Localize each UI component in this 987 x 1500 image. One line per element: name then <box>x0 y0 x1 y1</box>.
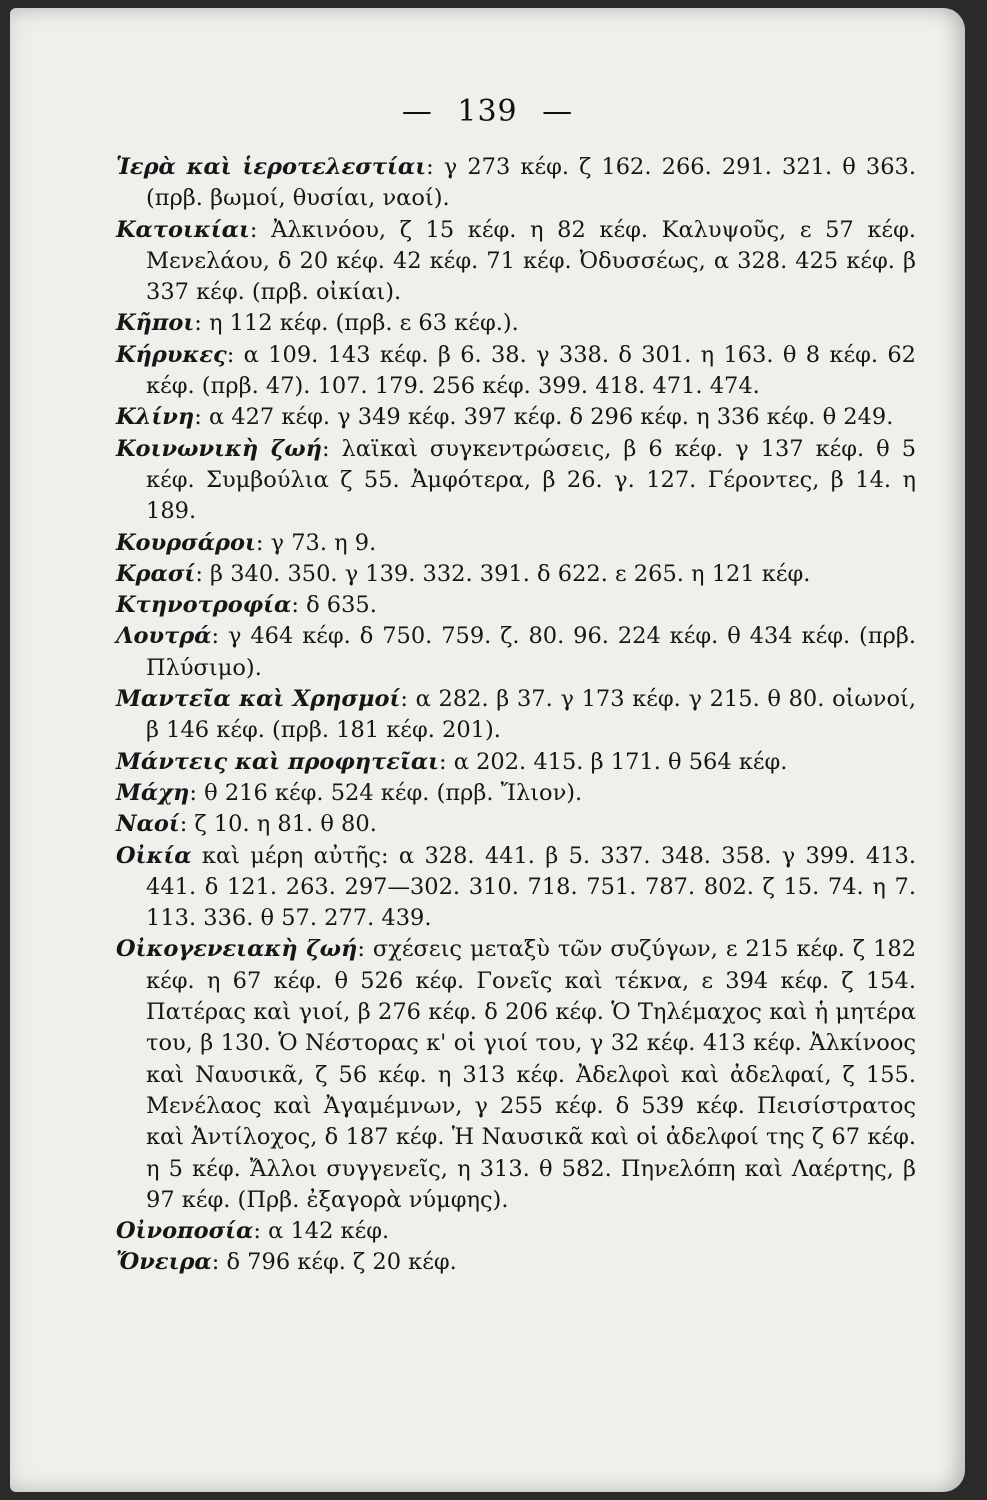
left-dash: — <box>401 94 433 129</box>
index-entries <box>116 152 916 1279</box>
entry-text: θ 216 κέφ. 524 κέφ. (πρβ. Ἴλιον). <box>204 779 583 806</box>
index-entry: Κοινωνικὴ ζωή: λαϊκαὶ συγκεντρώσεις, β 6 κέφ. γ 137 κέφ. θ 5 κέφ. Συμβούλια ζ 55. Ἀμφότερα, β 26. γ. 127. Γέροντες, β 14. η 189. <box>116 435 917 525</box>
entry-term: Μάντεις καὶ προφητεῖαι <box>116 748 440 775</box>
index-entry: Οἰνοποσία: α 142 κέφ. <box>116 1218 390 1245</box>
index-entry: Κρασί: β 340. 350. γ 139. 332. 391. δ 622. ε 265. η 121 κέφ. <box>116 560 811 587</box>
entry-text: γ 273 κέφ. ζ 162. 266. 291. 321. θ 363. (πρβ. βωμοί, θυσίαι, ναοί). <box>146 154 916 212</box>
entry-text: γ 464 κέφ. δ 750. 759. ζ. 80. 96. 224 κέφ. θ 434 κέφ. (πρβ. Πλύσιμο). <box>146 623 917 681</box>
entry-term: Κρασί <box>116 560 196 587</box>
index-entry: Κῆποι: η 112 κέφ. (πρβ. ε 63 κέφ.). <box>116 310 519 337</box>
index-entry: Κουρσάροι: γ 73. η 9. <box>116 529 377 556</box>
index-entry: Κλίνη: α 427 κέφ. γ 349 κέφ. 397 κέφ. δ 296 κέφ. η 336 κέφ. θ 249. <box>116 404 894 431</box>
entry-term: Οἰνοποσία <box>116 1218 254 1245</box>
entry-term: Κτηνοτροφία <box>116 592 292 619</box>
entry-term: Μαντεῖα καὶ Χρησμοί <box>116 686 401 713</box>
index-entry: Κατοικίαι: Ἀλκινόου, ζ 15 κέφ. η 82 κέφ. Καλυψοῦς, ε 57 κέφ. Μενελάου, δ 20 κέφ. 42 κέφ. 71 κέφ. Ὀδυσσέως, α 328. 425 κέφ. β 337 κέφ. (πρβ. οἰκίαι). <box>116 216 916 306</box>
entry-term: Ἱερὰ καὶ ἱεροτελεστίαι <box>116 154 427 180</box>
entry-term: Οἰκογενειακὴ ζωή <box>116 936 358 963</box>
index-entry: Ἱερὰ καὶ ἱεροτελεστίαι: γ 273 κέφ. ζ 162. 266. 291. 321. θ 363. (πρβ. βωμοί, θυσίαι, ναοί). <box>116 154 916 212</box>
entry-term: Κῆποι <box>116 310 195 337</box>
entry-text: Ἀλκινόου, ζ 15 κέφ. η 82 κέφ. Καλυψοῦς, ε 57 κέφ. Μενελάου, δ 20 κέφ. 42 κέφ. 71 κέφ. Ὀδυσσέως, α 328. 425 κέφ. β 337 κέφ. (πρβ. οἰκίαι). <box>146 216 916 306</box>
entry-text: α 142 κέφ. <box>268 1218 390 1245</box>
right-dash: — <box>542 94 574 129</box>
entry-term: Κλίνη <box>116 404 195 431</box>
index-entry: Ναοί: ζ 10. η 81. θ 80. <box>116 811 377 838</box>
entry-text: η 112 κέφ. (πρβ. ε 63 κέφ.). <box>209 310 519 337</box>
entry-text: α 282. β 37. γ 173 κέφ. γ 215. θ 80. οἰωνοί, β 146 κέφ. (πρβ. 181 κέφ. 201). <box>146 686 916 744</box>
page-number: 139 <box>457 94 518 129</box>
entry-text: λαϊκαὶ συγκεντρώσεις, β 6 κέφ. γ 137 κέφ. θ 5 κέφ. Συμβούλια ζ 55. Ἀμφότερα, β 26. γ. 127. Γέροντες, β 14. η 189. <box>146 435 917 525</box>
entry-text: α 109. 143 κέφ. β 6. 38. γ 338. δ 301. η 163. θ 8 κέφ. 62 κέφ. (πρβ. 47). 107. 179. 256 κέφ. 399. 418. 471. 474. <box>146 341 916 400</box>
page-number-header <box>10 94 965 129</box>
entry-term: Κήρυκες <box>116 341 227 368</box>
entry-term: Ναοί <box>116 811 180 838</box>
entry-text: καὶ μέρη αὐτῆς: α 328. 441. β 5. 337. 348. 358. γ 399. 413. 441. δ 121. 263. 297—302. 310. 718. 751. 787. 802. ζ 15. 74. η 7. 113. 336. θ 57. 277. 439. <box>146 842 916 932</box>
entry-text: ζ 10. η 81. θ 80. <box>194 811 377 838</box>
index-entry: Λουτρά: γ 464 κέφ. δ 750. 759. ζ. 80. 96. 224 κέφ. θ 434 κέφ. (πρβ. Πλύσιμο). <box>116 623 917 681</box>
entry-term: Κατοικίαι <box>116 216 250 243</box>
index-entry: Μάχη: θ 216 κέφ. 524 κέφ. (πρβ. Ἴλιον). <box>116 779 583 806</box>
entry-text: δ 635. <box>306 592 377 619</box>
index-entry: Μαντεῖα καὶ Χρησμοί: α 282. β 37. γ 173 κέφ. γ 215. θ 80. οἰωνοί, β 146 κέφ. (πρβ. 181 κέφ. 201). <box>116 686 916 744</box>
entry-term: Ὄνειρα <box>116 1249 212 1276</box>
entry-text: γ 73. η 9. <box>270 529 377 556</box>
entry-text: σχέσεις μεταξὺ τῶν συζύγων, ε 215 κέφ. ζ 182 κέφ. η 67 κέφ. θ 526 κέφ. Γονεῖς καὶ τέκνα, ε 394 κέφ. ζ 154. Πατέρας καὶ γιοί, β 276 κέφ. δ 206 κέφ. Ὁ Τηλέμαχος καὶ ἡ μητέρα του, β 130. Ὁ Νέστορας κ' οἱ γιοί του, γ 32 κέφ. 413 κέφ. Ἀλκίνοος καὶ Ναυσικᾶ, ζ 56 κέφ. η 313 κέφ. Ἀδελφοὶ καὶ ἀδελφαί, ζ 155. Μενέλαος καὶ Ἀγαμέμνων, γ 255 κέφ. δ 539 κέφ. Πεισίστρατος καὶ Ἀντίλοχος, δ 187 κέφ. Ἡ Ναυσικᾶ καὶ οἱ ἀδελφοί της ζ 67 κέφ. η 5 κέφ. Ἄλλοι συγγενεῖς, η 313. θ 582. Πηνελόπη καὶ Λαέρτης, β 97 κέφ. (Πρβ. ἐξαγορὰ νύμφης). <box>146 936 917 1213</box>
book-page <box>10 8 965 1492</box>
entry-term: Κοινωνικὴ ζωή <box>116 435 322 462</box>
entry-term: Κουρσάροι <box>116 529 256 556</box>
entry-term: Οἰκία <box>116 842 192 869</box>
index-entry: Κτηνοτροφία: δ 635. <box>116 592 377 619</box>
index-entry <box>116 841 916 935</box>
index-entry: Κήρυκες: α 109. 143 κέφ. β 6. 38. γ 338. δ 301. η 163. θ 8 κέφ. 62 κέφ. (πρβ. 47). 107. 179. 256 κέφ. 399. 418. 471. 474. <box>116 341 916 400</box>
entry-text: α 202. 415. β 171. θ 564 κέφ. <box>453 748 788 775</box>
entry-text: β 340. 350. γ 139. 332. 391. δ 622. ε 265. η 121 κέφ. <box>210 560 811 587</box>
entry-term: Μάχη <box>116 779 190 806</box>
entry-text: δ 796 κέφ. ζ 20 κέφ. <box>226 1249 457 1276</box>
entry-term: Λουτρά <box>116 623 212 650</box>
index-entry: Οἰκογενειακὴ ζωή: σχέσεις μεταξὺ τῶν συζύγων, ε 215 κέφ. ζ 182 κέφ. η 67 κέφ. θ 526 κέφ. Γονεῖς καὶ τέκνα, ε 394 κέφ. ζ 154. Πατέρας καὶ γιοί, β 276 κέφ. δ 206 κέφ. Ὁ Τηλέμαχος καὶ ἡ μητέρα του, β 130. Ὁ Νέστορας κ' οἱ γιοί του, γ 32 κέφ. 413 κέφ. Ἀλκίνοος καὶ Ναυσικᾶ, ζ 56 κέφ. η 313 κέφ. Ἀδελφοὶ καὶ ἀδελφαί, ζ 155. Μενέλαος καὶ Ἀγαμέμνων, γ 255 κέφ. δ 539 κέφ. Πεισίστρατος καὶ Ἀντίλοχος, δ 187 κέφ. Ἡ Ναυσικᾶ καὶ οἱ ἀδελφοί της ζ 67 κέφ. η 5 κέφ. Ἄλλοι συγγενεῖς, η 313. θ 582. Πηνελόπη καὶ Λαέρτης, β 97 κέφ. (Πρβ. ἐξαγορὰ νύμφης). <box>116 936 917 1213</box>
index-entry: Ὄνειρα: δ 796 κέφ. ζ 20 κέφ. <box>116 1249 457 1276</box>
index-entry: Μάντεις καὶ προφητεῖαι: α 202. 415. β 171. θ 564 κέφ. <box>116 748 788 775</box>
entry-text: α 427 κέφ. γ 349 κέφ. 397 κέφ. δ 296 κέφ. η 336 κέφ. θ 249. <box>208 404 894 431</box>
